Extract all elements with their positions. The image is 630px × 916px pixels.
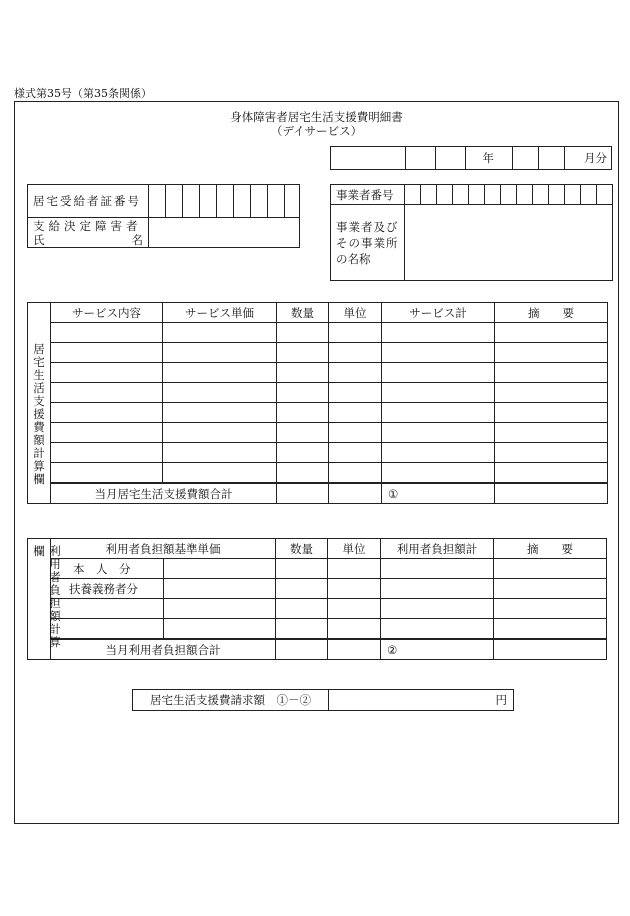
burden-side-label-cell	[28, 539, 62, 660]
burden-total-label: 当月利用者負担額合計	[51, 639, 276, 660]
header-burden-unit: 単位	[328, 539, 381, 559]
header-burden-base-price: 利用者負担額基準単価	[51, 539, 276, 559]
burden-side-label: 利用者負担額計算欄	[32, 545, 62, 649]
header-burden-total: 利用者負担額計	[381, 539, 494, 559]
recipient-box	[27, 184, 300, 248]
claim-amount-field[interactable]	[329, 690, 514, 711]
support-side-label-cell	[28, 303, 51, 504]
support-total-row	[28, 483, 608, 504]
yen-unit: 円	[495, 693, 507, 707]
provider-name-input[interactable]	[405, 205, 613, 281]
table-row	[28, 343, 608, 363]
cert-number-label: 居宅受給者証番号	[28, 185, 149, 218]
table-row	[28, 599, 607, 619]
header-quantity: 数量	[277, 303, 329, 323]
table-row	[28, 463, 608, 484]
header-service-content: サービス内容	[51, 303, 163, 323]
burden-self-label: 本 人 分	[51, 559, 164, 579]
table-row	[28, 363, 608, 383]
burden-guardian-label: 扶養義務者分	[51, 579, 164, 599]
header-burden-quantity: 数量	[276, 539, 328, 559]
support-total-marker[interactable]: ①	[382, 483, 495, 504]
provider-number-label: 事業者番号	[331, 185, 405, 205]
beneficiary-name-input[interactable]	[149, 218, 300, 248]
table-row	[28, 423, 608, 443]
claim-label: 居宅生活支援費請求額 ①－②	[133, 690, 329, 711]
header-unit-price: サービス単価	[163, 303, 277, 323]
cert-digit-cell[interactable]	[149, 185, 166, 218]
form-title: 身体障害者居宅生活支援費明細書	[230, 110, 403, 124]
header-service-total: サービス計	[382, 303, 495, 323]
provider-box	[330, 184, 613, 281]
provider-digit-cell[interactable]	[405, 185, 421, 205]
user-burden-table	[27, 538, 607, 660]
table-row	[28, 559, 607, 579]
burden-total-row	[28, 639, 607, 660]
header-remarks: 摘 要	[495, 303, 608, 323]
provider-name-label: 事業者及び その事業所 の名称	[331, 205, 405, 281]
form-number: 様式第35号（第35条関係）	[14, 87, 152, 100]
table-row	[28, 579, 607, 599]
form-subtitle: （デイサービス）	[270, 124, 363, 138]
claim-box	[132, 689, 514, 711]
table-row	[28, 403, 608, 423]
date-era-cell[interactable]	[331, 147, 406, 170]
support-total-label: 当月居宅生活支援費額合計	[51, 483, 277, 504]
date-box	[330, 146, 612, 170]
table-row	[28, 619, 607, 640]
header-unit: 単位	[329, 303, 382, 323]
table-row	[28, 443, 608, 463]
table-row	[28, 323, 608, 343]
support-fee-table	[27, 302, 608, 504]
month-label: 月分	[565, 147, 612, 170]
support-side-label: 居宅生活支援費額計算欄	[32, 343, 46, 486]
burden-total-marker[interactable]: ②	[381, 639, 494, 660]
beneficiary-name-label: 支給決定障害者 氏 名	[28, 218, 149, 248]
header-burden-remarks: 摘 要	[494, 539, 607, 559]
table-row	[28, 383, 608, 403]
year-label: 年	[466, 147, 513, 170]
